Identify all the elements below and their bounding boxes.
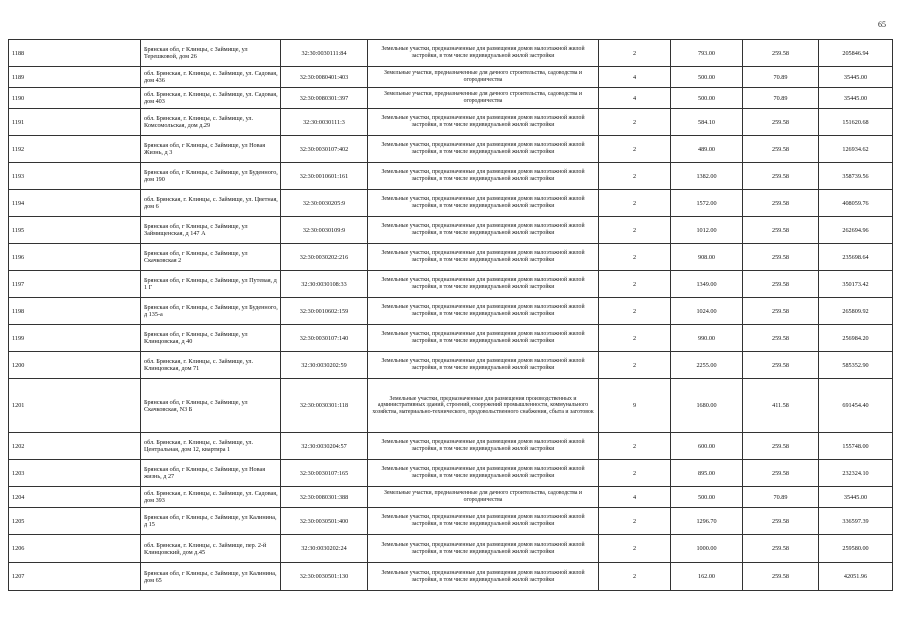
address-cell: обл. Брянская, г. Клинцы, с. Займище, ул. Садовая, дом 436 [141,67,281,88]
cadastral-number-cell: 32:30:0030204:57 [281,433,368,460]
group-cell: 2 [599,563,671,591]
table-row [9,217,893,244]
specific-value-cell: 259.58 [743,217,819,244]
cadastral-value-cell: 155748.00 [819,433,893,460]
land-purpose-cell: Земельные участки, предназначенные для дачного строительства, садоводства и огородничества [368,487,599,508]
table-row [9,88,893,109]
row-number-cell: 1200 [9,352,141,379]
specific-value-cell: 70.89 [743,67,819,88]
group-cell: 2 [599,109,671,136]
table-row [9,352,893,379]
specific-value-cell: 259.58 [743,325,819,352]
land-purpose-cell: Земельные участки, предназначенные для размещения домов малоэтажной жилой застройки, в том числе индивидуальной жилой застройки [368,40,599,67]
address-cell: Брянская обл, г Клинцы, с Займище, ул Терешковой, дом 26 [141,40,281,67]
cadastral-number-cell: 32:30:0030107:402 [281,136,368,163]
cadastral-number-cell: 32:30:0030501:400 [281,508,368,535]
specific-value-cell: 259.58 [743,244,819,271]
group-cell: 2 [599,136,671,163]
address-cell: обл. Брянская, г. Клинцы, с. Займище, ул. Садовая, дом 403 [141,88,281,109]
row-number-cell: 1205 [9,508,141,535]
cadastral-value-cell: 259580.00 [819,535,893,563]
cadastral-value-cell: 42051.96 [819,563,893,591]
land-purpose-cell: Земельные участки, предназначенные для размещения домов малоэтажной жилой застройки, в том числе индивидуальной жилой застройки [368,352,599,379]
land-purpose-cell: Земельные участки, предназначенные для размещения домов малоэтажной жилой застройки, в том числе индивидуальной жилой застройки [368,508,599,535]
land-purpose-cell: Земельные участки, предназначенные для дачного строительства, садоводства и огородничества [368,88,599,109]
cadastral-number-cell: 32:30:0030107:165 [281,460,368,487]
land-registry-table [8,39,893,591]
area-cell: 162.00 [671,563,743,591]
area-cell: 500.00 [671,67,743,88]
row-number-cell: 1207 [9,563,141,591]
specific-value-cell: 259.58 [743,535,819,563]
row-number-cell: 1199 [9,325,141,352]
row-number-cell: 1190 [9,88,141,109]
group-cell: 2 [599,217,671,244]
table-body [9,40,893,591]
area-cell: 1382.00 [671,163,743,190]
table-row [9,67,893,88]
cadastral-value-cell: 232324.10 [819,460,893,487]
cadastral-value-cell: 691454.40 [819,379,893,433]
address-cell: Брянская обл, г Клинцы, с Займище, ул Новая Жизнь, д 3 [141,136,281,163]
table-row [9,271,893,298]
cadastral-number-cell: 32:30:0080301:397 [281,88,368,109]
group-cell: 9 [599,379,671,433]
cadastral-number-cell: 32:30:0080301:388 [281,487,368,508]
table-row [9,190,893,217]
cadastral-value-cell: 358739.56 [819,163,893,190]
cadastral-number-cell: 32:30:0080401:403 [281,67,368,88]
cadastral-value-cell: 408059.76 [819,190,893,217]
row-number-cell: 1196 [9,244,141,271]
address-cell: Брянская обл, г Клинцы, с Займище, ул Новая жизнь, д 27 [141,460,281,487]
area-cell: 584.10 [671,109,743,136]
area-cell: 908.00 [671,244,743,271]
address-cell: обл. Брянская, г. Клинцы, с. Займище, ул. Садовая, дом 393 [141,487,281,508]
specific-value-cell: 259.58 [743,40,819,67]
group-cell: 2 [599,190,671,217]
row-number-cell: 1189 [9,67,141,88]
area-cell: 1024.00 [671,298,743,325]
table-row [9,163,893,190]
area-cell: 500.00 [671,487,743,508]
land-purpose-cell: Земельные участки, предназначенные для размещения домов малоэтажной жилой застройки, в том числе индивидуальной жилой застройки [368,433,599,460]
cadastral-number-cell: 32:30:0030108:33 [281,271,368,298]
page-number: 65 [878,20,886,29]
land-purpose-cell: Земельные участки, предназначенные для размещения домов малоэтажной жилой застройки, в том числе индивидуальной жилой застройки [368,298,599,325]
cadastral-value-cell: 262694.96 [819,217,893,244]
cadastral-value-cell: 235698.64 [819,244,893,271]
table-row [9,460,893,487]
cadastral-number-cell: 32:30:0030202:59 [281,352,368,379]
table-row [9,508,893,535]
row-number-cell: 1188 [9,40,141,67]
area-cell: 500.00 [671,88,743,109]
group-cell: 2 [599,535,671,563]
group-cell: 4 [599,487,671,508]
address-cell: Брянская обл, г Клинцы, с Займище, ул Калинина, д 15 [141,508,281,535]
row-number-cell: 1195 [9,217,141,244]
address-cell: Брянская обл, г Клинцы, с Займище, ул Скачковская 2 [141,244,281,271]
cadastral-value-cell: 205846.94 [819,40,893,67]
table-row [9,298,893,325]
row-number-cell: 1192 [9,136,141,163]
address-cell: обл. Брянская, г. Клинцы, с. Займище, ул. Комсомольская, дом д.29 [141,109,281,136]
row-number-cell: 1201 [9,379,141,433]
cadastral-number-cell: 32:30:0030301:118 [281,379,368,433]
cadastral-value-cell: 35445.00 [819,67,893,88]
specific-value-cell: 259.58 [743,109,819,136]
specific-value-cell: 259.58 [743,563,819,591]
group-cell: 2 [599,298,671,325]
row-number-cell: 1198 [9,298,141,325]
group-cell: 2 [599,244,671,271]
cadastral-number-cell: 32:30:0030202:24 [281,535,368,563]
land-purpose-cell: Земельные участки, предназначенные для размещения домов малоэтажной жилой застройки, в том числе индивидуальной жилой застройки [368,563,599,591]
group-cell: 4 [599,67,671,88]
row-number-cell: 1197 [9,271,141,298]
area-cell: 1000.00 [671,535,743,563]
cadastral-value-cell: 151620.68 [819,109,893,136]
table-row [9,136,893,163]
row-number-cell: 1191 [9,109,141,136]
area-cell: 1012.00 [671,217,743,244]
cadastral-value-cell: 35445.00 [819,487,893,508]
area-cell: 600.00 [671,433,743,460]
land-purpose-cell: Земельные участки, предназначенные для размещения домов малоэтажной жилой застройки, в том числе индивидуальной жилой застройки [368,535,599,563]
table-row [9,244,893,271]
area-cell: 2255.00 [671,352,743,379]
row-number-cell: 1203 [9,460,141,487]
group-cell: 2 [599,352,671,379]
cadastral-number-cell: 32:30:0030501:130 [281,563,368,591]
land-purpose-cell: Земельные участки, предназначенные для размещения домов малоэтажной жилой застройки, в том числе индивидуальной жилой застройки [368,136,599,163]
land-purpose-cell: Земельные участки, предназначенные для размещения домов малоэтажной жилой застройки, в том числе индивидуальной жилой застройки [368,460,599,487]
land-purpose-cell: Земельные участки, предназначенные для размещения производственных и административных зданий, строений, сооружений промышленности, коммунального хозяйства, материально-технического, продовольственного снабжения, сбыта и заготовок [368,379,599,433]
area-cell: 489.00 [671,136,743,163]
area-cell: 1680.00 [671,379,743,433]
cadastral-value-cell: 256984.20 [819,325,893,352]
specific-value-cell: 70.89 [743,487,819,508]
specific-value-cell: 259.58 [743,508,819,535]
cadastral-number-cell: 32:30:0030111:84 [281,40,368,67]
cadastral-value-cell: 336597.39 [819,508,893,535]
table-row [9,487,893,508]
table-row [9,433,893,460]
area-cell: 1572.00 [671,190,743,217]
specific-value-cell: 259.58 [743,190,819,217]
address-cell: обл. Брянская, г. Клинцы, с. Займище, ул. Центральная, дом 12, квартира 1 [141,433,281,460]
table-row [9,325,893,352]
cadastral-number-cell: 32:30:0030202:216 [281,244,368,271]
table-row [9,109,893,136]
specific-value-cell: 70.89 [743,88,819,109]
table-row [9,535,893,563]
address-cell: обл. Брянская, г. Клинцы, с. Займище, ул. Цветная, дом 6 [141,190,281,217]
group-cell: 2 [599,433,671,460]
cadastral-value-cell: 126934.62 [819,136,893,163]
group-cell: 2 [599,460,671,487]
address-cell: Брянская обл, г Клинцы, с Займище, ул Калинина, дом 65 [141,563,281,591]
cadastral-value-cell: 35445.00 [819,88,893,109]
cadastral-value-cell: 585352.90 [819,352,893,379]
land-purpose-cell: Земельные участки, предназначенные для размещения домов малоэтажной жилой застройки, в том числе индивидуальной жилой застройки [368,244,599,271]
table-row [9,379,893,433]
specific-value-cell: 259.58 [743,136,819,163]
address-cell: Брянская обл, г Клинцы, с Займище, ул Буденного, д 135-а [141,298,281,325]
land-purpose-cell: Земельные участки, предназначенные для дачного строительства, садоводства и огородничества [368,67,599,88]
row-number-cell: 1193 [9,163,141,190]
address-cell: Брянская обл, г Клинцы, с Займище, ул Клинцовская, д 40 [141,325,281,352]
table-row [9,563,893,591]
specific-value-cell: 259.58 [743,460,819,487]
row-number-cell: 1206 [9,535,141,563]
area-cell: 793.00 [671,40,743,67]
specific-value-cell: 259.58 [743,271,819,298]
area-cell: 1349.00 [671,271,743,298]
address-cell: Брянская обл, г Клинцы, с Займище, ул Займищенская, д 147 А [141,217,281,244]
address-cell: обл. Брянская, г. Клинцы, с. Займище, пер. 2-й Клинцовский, дом д.45 [141,535,281,563]
land-purpose-cell: Земельные участки, предназначенные для размещения домов малоэтажной жилой застройки, в том числе индивидуальной жилой застройки [368,271,599,298]
group-cell: 2 [599,271,671,298]
cadastral-value-cell: 265809.92 [819,298,893,325]
land-purpose-cell: Земельные участки, предназначенные для размещения домов малоэтажной жилой застройки, в том числе индивидуальной жилой застройки [368,163,599,190]
group-cell: 2 [599,163,671,190]
table-row [9,40,893,67]
specific-value-cell: 259.58 [743,433,819,460]
address-cell: Брянская обл, г Клинцы, с Займище, ул Путевая, д 1 Г [141,271,281,298]
specific-value-cell: 411.58 [743,379,819,433]
row-number-cell: 1194 [9,190,141,217]
address-cell: Брянская обл, г Клинцы, с Займище, ул Скачковская, N3 Б [141,379,281,433]
cadastral-number-cell: 32:30:0010602:159 [281,298,368,325]
group-cell: 2 [599,508,671,535]
area-cell: 895.00 [671,460,743,487]
specific-value-cell: 259.58 [743,163,819,190]
group-cell: 2 [599,40,671,67]
cadastral-number-cell: 32:30:0010601:161 [281,163,368,190]
group-cell: 2 [599,325,671,352]
cadastral-number-cell: 32:30:0030107:140 [281,325,368,352]
cadastral-number-cell: 32:30:0030205:9 [281,190,368,217]
specific-value-cell: 259.58 [743,298,819,325]
group-cell: 4 [599,88,671,109]
cadastral-number-cell: 32:30:0030109:9 [281,217,368,244]
address-cell: Брянская обл, г Клинцы, с Займище, ул Буденного, дом 190 [141,163,281,190]
address-cell: обл. Брянская, г. Клинцы, с. Займище, ул. Клинцовская, дом 71 [141,352,281,379]
cadastral-value-cell: 350173.42 [819,271,893,298]
area-cell: 990.00 [671,325,743,352]
row-number-cell: 1202 [9,433,141,460]
row-number-cell: 1204 [9,487,141,508]
land-purpose-cell: Земельные участки, предназначенные для размещения домов малоэтажной жилой застройки, в том числе индивидуальной жилой застройки [368,109,599,136]
area-cell: 1296.70 [671,508,743,535]
land-purpose-cell: Земельные участки, предназначенные для размещения домов малоэтажной жилой застройки, в том числе индивидуальной жилой застройки [368,325,599,352]
land-purpose-cell: Земельные участки, предназначенные для размещения домов малоэтажной жилой застройки, в том числе индивидуальной жилой застройки [368,190,599,217]
land-purpose-cell: Земельные участки, предназначенные для размещения домов малоэтажной жилой застройки, в том числе индивидуальной жилой застройки [368,217,599,244]
specific-value-cell: 259.58 [743,352,819,379]
cadastral-number-cell: 32:30:0030111:3 [281,109,368,136]
